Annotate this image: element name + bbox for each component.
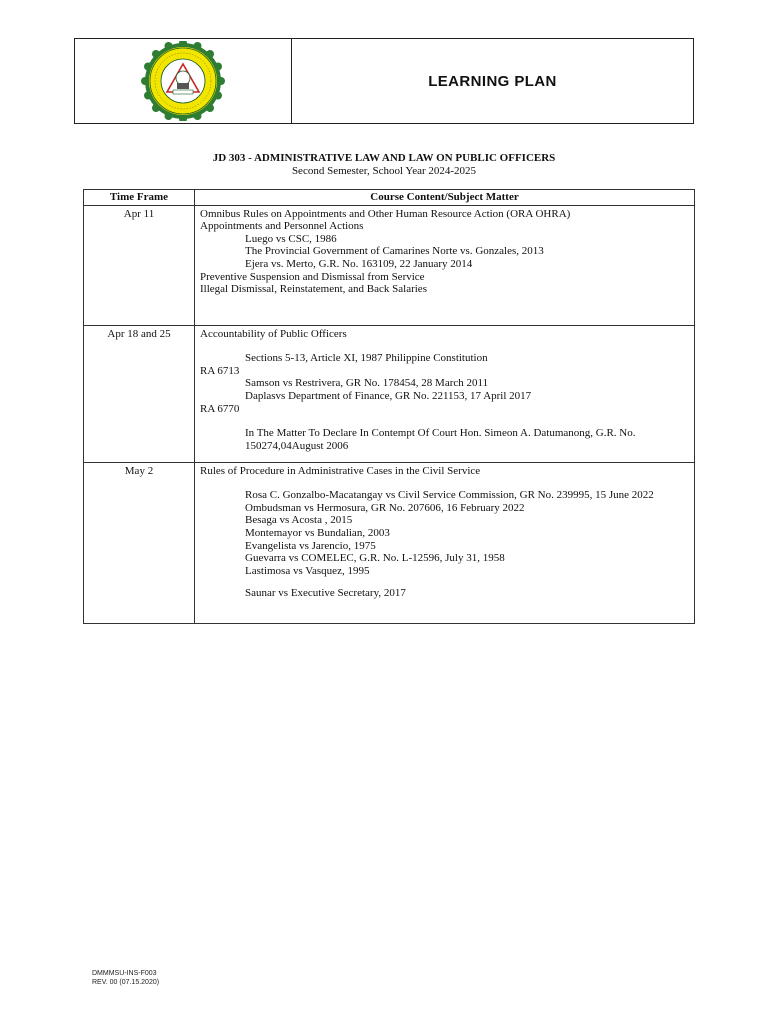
table-row <box>84 325 695 462</box>
header-course-content: Course Content/Subject Matter <box>195 190 695 206</box>
case-line: The Provincial Government of Camarines Norte vs. Gonzales, 2013 <box>245 245 544 258</box>
time-frame-cell: Apr 18 and 25 <box>84 325 195 462</box>
case-line: Montemayor vs Bundalian, 2003 <box>245 526 390 539</box>
header-time-frame: Time Frame <box>84 190 195 206</box>
topic-line: Accountability of Public Officers <box>200 327 347 340</box>
document-header <box>74 38 694 124</box>
time-frame-cell: Apr 11 <box>84 205 195 325</box>
topic-line: Omnibus Rules on Appointments and Other Human Resource Action (ORA OHRA) <box>200 207 571 220</box>
document-footer <box>92 969 159 987</box>
topic-line: RA 6770 <box>200 402 240 415</box>
document-code: DMMMSU-INS-F003 <box>92 970 157 977</box>
case-line: Lastimosa vs Vasquez, 1995 <box>245 564 370 577</box>
case-line: Luego vs CSC, 1986 <box>245 232 337 245</box>
case-line: Rosa C. Gonzalbo-Macatangay vs Civil Service Commission, GR No. 239995, 15 June 2022 <box>245 489 654 502</box>
logo-cell <box>75 39 292 123</box>
case-line: Ejera vs. Merto, G.R. No. 163109, 22 January 2014 <box>245 257 473 270</box>
university-seal-logo <box>120 41 246 121</box>
case-line: Saunar vs Executive Secretary, 2017 <box>245 587 406 600</box>
topic-line: Rules of Procedure in Administrative Cases in the Civil Service <box>200 464 481 477</box>
case-line: Besaga vs Acosta , 2015 <box>245 514 353 527</box>
content-cell <box>195 325 695 462</box>
course-subtitle: Second Semester, School Year 2024-2025 <box>291 165 477 177</box>
topic-line: RA 6713 <box>200 364 240 377</box>
learning-plan-table <box>83 189 695 624</box>
table-row <box>84 462 695 623</box>
case-line: Daplasvs Department of Finance, GR No. 221153, 17 April 2017 <box>245 389 532 402</box>
topic-line: Preventive Suspension and Dismissal from Service <box>200 270 425 283</box>
table-header-row <box>84 190 695 206</box>
case-line: Sections 5-13, Article XI, 1987 Philippine Constitution <box>245 352 488 365</box>
case-line: Evangelista vs Jarencio, 1975 <box>245 539 376 552</box>
case-line: Samson vs Restrivera, GR No. 178454, 28 March 2011 <box>245 377 489 390</box>
table-row <box>84 205 695 325</box>
title-cell <box>292 39 693 123</box>
revision-label: REV. 00 (07.15.2020) <box>92 979 160 986</box>
content-cell <box>195 205 695 325</box>
content-cell <box>195 462 695 623</box>
topic-line: Illegal Dismissal, Reinstatement, and Back Salaries <box>200 283 427 296</box>
course-title: JD 303 - ADMINISTRATIVE LAW AND LAW ON PUBLIC OFFICERS <box>212 152 556 164</box>
page-title: LEARNING PLAN <box>428 72 557 90</box>
case-line: Guevarra vs COMELEC, G.R. No. L-12596, July 31, 1958 <box>245 552 505 565</box>
case-line: In The Matter To Declare In Contempt Of Court Hon. Simeon A. Datumanong, G.R. No. 150274,04August 2006 <box>245 427 636 452</box>
time-frame-cell: May 2 <box>84 462 195 623</box>
case-line: Ombudsman vs Hermosura, GR No. 207606, 16 February 2022 <box>245 501 525 514</box>
topic-line: Appointments and Personnel Actions <box>200 220 364 233</box>
